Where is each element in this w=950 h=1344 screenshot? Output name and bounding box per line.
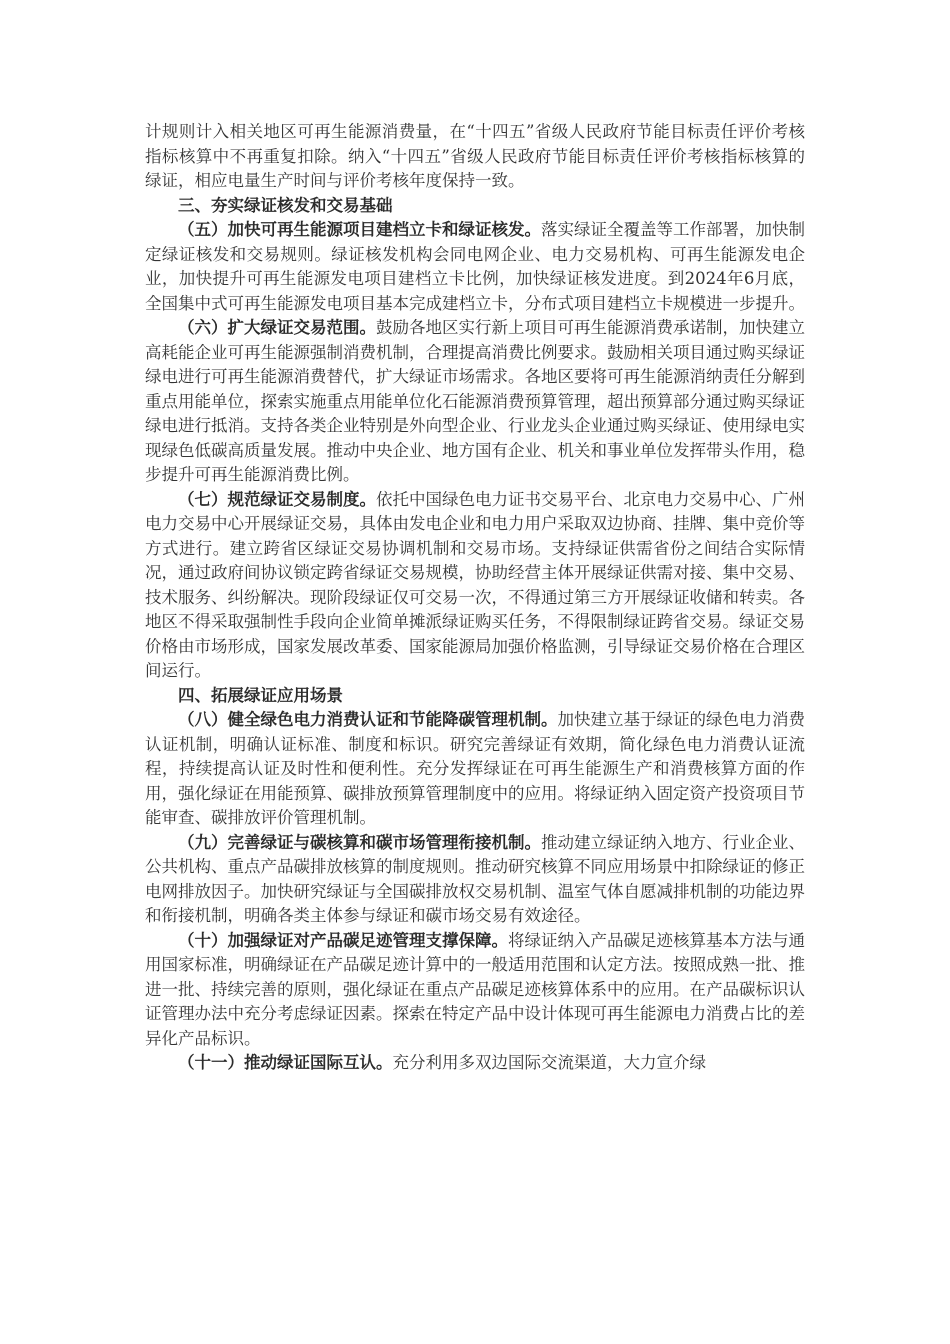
item-9-body: 推动建立绿证纳入地方、行业企业、公共机构、重点产品碳排放核算的制度规则。推动研究核算不同应用场景中扣除绿证的修正电网排放因子。加快研究绿证与全国碳排放权交易机制、温室气体自愿减排机制的功能边界和衔接机制，明确各类主体参与绿证和碳市场交易有效途径。 <box>145 832 805 925</box>
paragraph-item-7 <box>145 488 805 684</box>
item-11-title: （十一）推动绿证国际互认。 <box>178 1053 393 1072</box>
paragraph-item-8 <box>145 708 805 831</box>
item-10-title: （十）加强绿证对产品碳足迹管理支撑保障。 <box>178 930 508 950</box>
document-body <box>145 120 805 1076</box>
item-10-body: 将绿证纳入产品碳足迹核算基本方法与通用国家标准，明确绿证在产品碳足迹计算中的一般适用范围和认定方法。按照成熟一批、推进一批、持续完善的原则，强化绿证在重点产品碳足迹核算体系中的应用。在产品碳标识认证管理办法中充分考虑绿证因素。探索在特定产品中设计体现可再生能源电力消费占比的差异化产品标识。 <box>145 930 805 1048</box>
item-9-title: （九）完善绿证与碳核算和碳市场管理衔接机制。 <box>178 832 541 852</box>
item-7-title: （七）规范绿证交易制度。 <box>178 489 376 509</box>
item-5-body: 落实绿证全覆盖等工作部署，加快制定绿证核发和交易规则。绿证核发机构会同电网企业、电力交易机构、可再生能源发电企业，加快提升可再生能源发电项目建档立卡比例，加快绿证核发进度。到2024年6月底，全国集中式可再生能源发电项目基本完成建档立卡，分布式项目建档立卡规模进一步提升。 <box>145 220 805 313</box>
item-8-title: （八）健全绿色电力消费认证和节能降碳管理机制。 <box>178 710 558 729</box>
item-8-body: 加快建立基于绿证的绿色电力消费认证机制，明确认证标准、制度和标识。研究完善绿证有效期，简化绿色电力消费认证流程，持续提高认证及时性和便利性。充分发挥绿证在可再生能源生产和消费核算方面的作用，强化绿证在用能预算、碳排放预算管理制度中的应用。将绿证纳入固定资产投资项目节能审查、碳排放评价管理机制。 <box>145 710 805 827</box>
paragraph-item-6 <box>145 316 805 488</box>
paragraph-item-5 <box>145 218 805 316</box>
intro-paragraph: 计规则计入相关地区可再生能源消费量，在“十四五”省级人民政府节能目标责任评价考核指标核算中不再重复扣除。纳入“十四五”省级人民政府节能目标责任评价考核指标核算的绿证，相应电量生产时间与评价考核年度保持一致。 <box>145 122 805 190</box>
section-heading-4: 四、拓展绿证应用场景 <box>178 685 343 705</box>
item-5-title: （五）加快可再生能源项目建档立卡和绿证核发。 <box>178 220 541 239</box>
paragraph-item-11 <box>145 1051 805 1076</box>
item-6-body: 鼓励各地区实行新上项目可再生能源消费承诺制，加快建立高耗能企业可再生能源强制消费机制，合理提高消费比例要求。鼓励相关项目通过购买绿证绿电进行可再生能源消费替代，扩大绿证市场需求。各地区要将可再生能源消纳责任分解到重点用能单位，探索实施重点用能单位化石能源消费预算管理，超出预算部分通过购买绿证绿电进行抵消。支持各类企业特别是外向型企业、行业龙头企业通过购买绿证、使用绿电实现绿色低碳高质量发展。推动中央企业、地方国有企业、机关和事业单位发挥带头作用，稳步提升可再生能源消费比例。 <box>145 318 805 484</box>
paragraph-item-9 <box>145 831 805 929</box>
paragraph-item-10 <box>145 929 805 1052</box>
item-7-body: 依托中国绿色电力证书交易平台、北京电力交易中心、广州电力交易中心开展绿证交易，具体由发电企业和电力用户采取双边协商、挂牌、集中竞价等方式进行。建立跨省区绿证交易协调机制和交易市场。支持绿证供需省份之间结合实际情况，通过政府间协议锁定跨省绿证交易规模，协助经营主体开展绿证供需对接、集中交易、技术服务、纠纷解决。现阶段绿证仅可交易一次，不得通过第三方开展绿证收储和转卖。各地区不得采取强制性手段向企业简单摊派绿证购买任务，不得限制绿证跨省交易。绿证交易价格由市场形成，国家发展改革委、国家能源局加强价格监测，引导绿证交易价格在合理区间运行。 <box>145 489 805 680</box>
item-11-body: 充分利用多双边国际交流渠道，大力宣介绿 <box>392 1053 706 1072</box>
section-heading-3: 三、夯实绿证核发和交易基础 <box>178 195 393 215</box>
item-6-title: （六）扩大绿证交易范围。 <box>178 318 376 337</box>
